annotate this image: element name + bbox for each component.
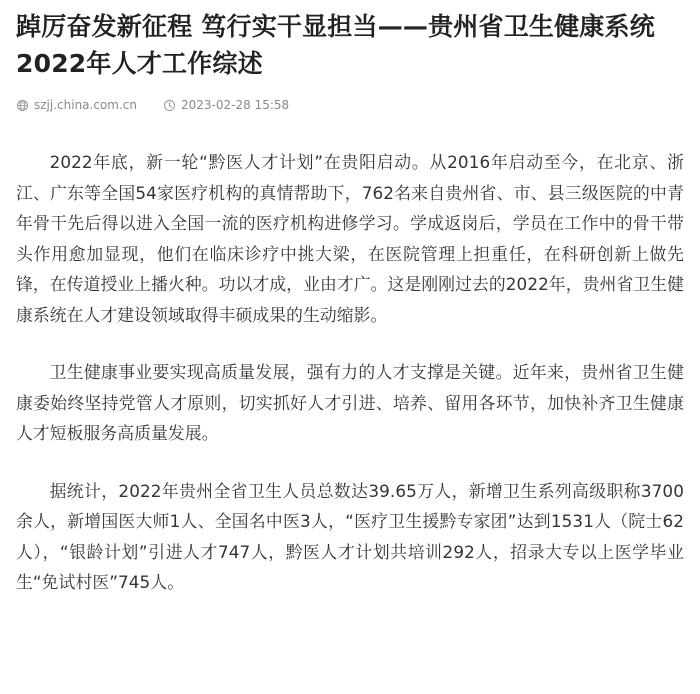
- article-paragraph-1: 2022年底，新一轮“黔医人才计划”在贵阳启动。从2016年启动至今，在北京、浙江、广东等全国54家医疗机构的真情帮助下，762名来自贵州省、市、县三级医院的中青年骨干先后得以进入全国一流的医疗机构进修学习。学成返岗后，学员在工作中的骨干带头作用愈加显现，他们在临床诊疗中挑大梁，在医院管理上担重任，在科研创新上做先锋，在传道授业上播火种。功以才成，业由才广。这是刚刚过去的2022年，贵州省卫生健康系统在人才建设领域取得丰硕成果的生动缩影。: [16, 152, 684, 325]
- clock-icon: [163, 99, 176, 112]
- article-body: [16, 147, 684, 598]
- time-meta: [163, 98, 289, 112]
- article-title: 踔厉奋发新征程 笃行实干显担当——贵州省卫生健康系统2022年人才工作综述: [16, 12, 655, 78]
- article-paragraph-2: 卫生健康事业要实现高质量发展，强有力的人才支撑是关键。近年来，贵州省卫生健康委始终坚持党管人才原则，切实抓好人才引进、培养、留用各环节，加快补齐卫生健康人才短板服务高质量发展。: [16, 362, 684, 443]
- source-meta: [16, 98, 137, 112]
- article-paragraph-3: 据统计，2022年贵州全省卫生人员总数达39.65万人，新增卫生系列高级职称3700余人，新增国医大师1人、全国名中医3人，“医疗卫生援黔专家团”达到1531人（院士62人），“银龄计划”引进人才747人，黔医人才计划共培训292人，招录大专以上医学毕业生“免试村医”745人。: [16, 480, 684, 592]
- globe-icon: [16, 99, 29, 112]
- article-meta: [16, 95, 684, 115]
- publish-time: 2023-02-28 15:58: [181, 98, 290, 112]
- source-text: szjj.china.com.cn: [34, 98, 137, 112]
